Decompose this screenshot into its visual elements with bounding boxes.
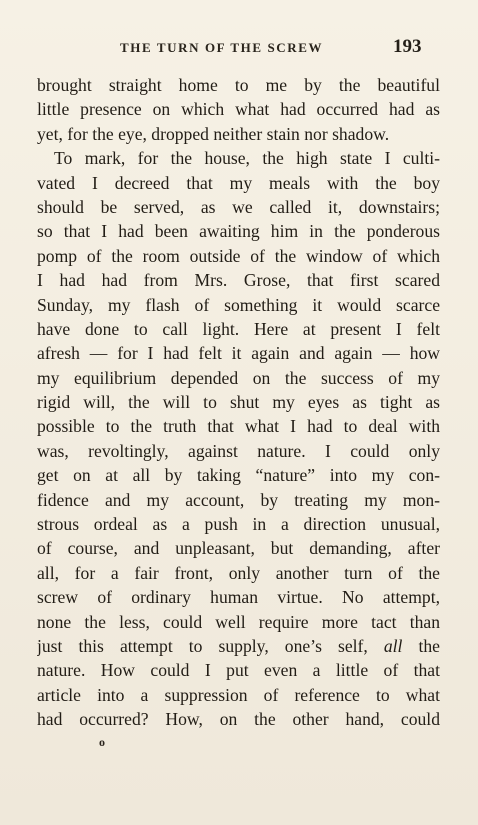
text-line: I had had from Mrs. Grose, that first scared: [37, 270, 440, 291]
text-line: possible to the truth that what I had to deal with: [37, 416, 440, 437]
text-line: had occurred? How, on the other hand, could: [37, 709, 440, 730]
text-line-start: just this attempt to supply, one’s self,: [37, 635, 368, 656]
text-line: should be served, as we called it, downstairs;: [37, 196, 440, 217]
text-line: was, revoltingly, against nature. I could only: [37, 440, 440, 461]
text-line: screw of ordinary human virtue. No attempt,: [37, 587, 440, 608]
text-line: yet, for the eye, dropped neither stain nor shadow.: [37, 123, 390, 144]
text-line: so that I had been awaiting him in the ponderous: [37, 221, 440, 242]
text-line: pomp of the room outside of the window of which: [37, 245, 440, 266]
signature-mark: o: [99, 735, 105, 749]
running-head: THE TURN OF THE SCREW: [120, 40, 324, 55]
page-number: 193: [393, 36, 422, 57]
text-line: of course, and unpleasant, but demanding, after: [37, 538, 440, 559]
page-header: [0, 36, 478, 60]
text-line: all, for a fair front, only another turn of the: [37, 562, 440, 583]
body-text: [37, 73, 440, 732]
text-line: afresh — for I had felt it again and again — how: [37, 343, 440, 364]
text-line: rigid will, the will to shut my eyes as tight as: [37, 392, 440, 413]
text-line: nature. How could I put even a little of that: [37, 660, 440, 681]
text-line: article into a suppression of reference to what: [37, 684, 440, 705]
text-line: fidence and my account, by treating my mon-: [37, 489, 440, 510]
text-line: Sunday, my flash of something it would scarce: [37, 294, 440, 315]
italic-word: all: [383, 635, 403, 656]
text-line: brought straight home to me by the beautiful: [37, 75, 440, 95]
text-line: vated I decreed that my meals with the boy: [37, 172, 440, 193]
text-line: my equilibrium depended on the success of my: [37, 367, 440, 388]
text-line: To mark, for the house, the high state I culti-: [54, 148, 440, 169]
text-line: none the less, could well require more tact than: [37, 611, 440, 632]
text-line: get on at all by taking “nature” into my con-: [37, 465, 440, 486]
text-line-with-italic: [37, 634, 440, 658]
text-line-end: the: [402, 635, 440, 656]
text-line: strous ordeal as a push in a direction unusual,: [37, 514, 440, 535]
text-line: little presence on which what had occurred had as: [37, 99, 440, 120]
text-line: have done to call light. Here at present I felt: [37, 318, 440, 339]
